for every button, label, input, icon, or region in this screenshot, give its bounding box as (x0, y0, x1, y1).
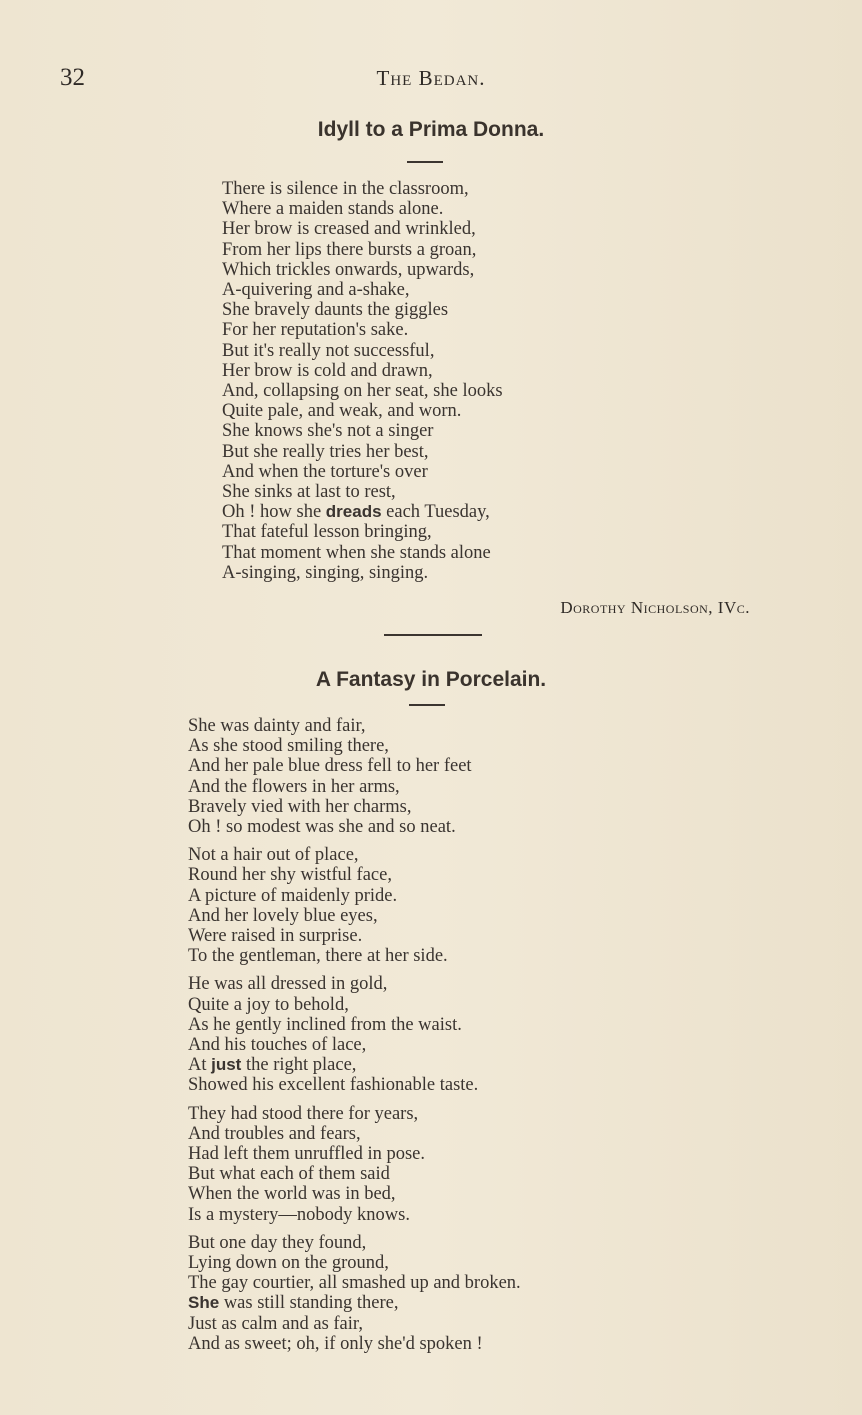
poem-line: To the gentleman, there at her side. (188, 946, 448, 967)
emphasized-word: dreads (325, 502, 382, 522)
poem-line: And his touches of lace, (188, 1035, 367, 1056)
poem-line: She knows she's not a singer (222, 421, 434, 442)
poem-line: But she really tries her best, (222, 441, 429, 462)
poem-line: Bravely vied with her charms, (188, 796, 412, 817)
poem-line: A-singing, singing, singing. (222, 562, 429, 583)
poem-line: Where a maiden stands alone. (222, 199, 444, 220)
title-divider (409, 704, 445, 706)
poem-line: And as sweet; oh, if only she'd spoken ! (188, 1333, 483, 1354)
poem-line: As she stood smiling there, (188, 736, 389, 757)
stanza (188, 974, 521, 1095)
stanza (188, 1233, 521, 1354)
poem-line: She was dainty and fair, (188, 716, 366, 736)
poem-line: At just the right place, (188, 1055, 357, 1076)
poem-line: And troubles and fears, (188, 1123, 361, 1144)
poem-line: A-quivering and a-shake, (222, 280, 410, 301)
poem2-body (188, 716, 521, 1354)
poem-line: Round her shy wistful face, (188, 865, 392, 886)
poem-line: Her brow is creased and wrinkled, (222, 219, 476, 240)
poem-line: And her lovely blue eyes, (188, 905, 378, 926)
page-number: 32 (60, 64, 85, 91)
poem1-attribution: Dorothy Nicholson, IVc. (560, 598, 750, 617)
poem-line: The gay courtier, all smashed up and broken. (188, 1273, 521, 1294)
poem-line: As he gently inclined from the waist. (188, 1014, 462, 1035)
title-divider (407, 161, 443, 163)
poem-line: Is a mystery—nobody knows. (188, 1204, 410, 1225)
poem-line: She was still standing there, (188, 1293, 399, 1314)
poem-line: That fateful lesson bringing, (222, 522, 432, 543)
poem-line: When the world was in bed, (188, 1184, 396, 1205)
running-head: The Bedan. (376, 66, 486, 90)
poem-line: Quite a joy to behold, (188, 994, 349, 1015)
poem-line: But one day they found, (188, 1232, 367, 1253)
poem-line: Not a hair out of place, (188, 845, 359, 866)
poem-line: Her brow is cold and drawn, (222, 360, 433, 381)
poem-line: Oh ! so modest was she and so neat. (188, 817, 456, 838)
poem-line: A picture of maidenly pride. (188, 885, 398, 906)
poem-line: Were raised in surprise. (188, 926, 363, 947)
emphasized-word: She (188, 1293, 220, 1313)
poem1-body (222, 179, 503, 583)
poem-line: Just as calm and as fair, (188, 1313, 363, 1334)
section-divider (384, 634, 482, 636)
poem-line: And her pale blue dress fell to her feet (188, 756, 472, 777)
poem-line: She sinks at last to rest, (222, 482, 396, 503)
stanza (188, 1104, 521, 1225)
poem-line: Which trickles onwards, upwards, (222, 259, 475, 280)
poem-line: But it's really not successful, (222, 340, 435, 361)
stanza (188, 845, 521, 966)
poem-line: Showed his excellent fashionable taste. (188, 1075, 479, 1096)
poem1-title: Idyll to a Prima Donna. (317, 118, 545, 141)
poem-line: He was all dressed in gold, (188, 974, 388, 995)
poem-line: From her lips there bursts a groan, (222, 239, 477, 260)
poem-line: And when the torture's over (222, 461, 428, 482)
poem-line: Oh ! how she dreads each Tuesday, (222, 502, 490, 523)
poem-line: Lying down on the ground, (188, 1253, 389, 1274)
poem-line: Had left them unruffled in pose. (188, 1144, 426, 1165)
poem-line: And the flowers in her arms, (188, 776, 400, 797)
poem-line: But what each of them said (188, 1164, 390, 1185)
emphasized-word: just (211, 1055, 242, 1075)
poem-line: For her reputation's sake. (222, 320, 409, 341)
poem-line: And, collapsing on her seat, she looks (222, 381, 503, 402)
poem2-title: A Fantasy in Porcelain. (315, 668, 547, 691)
poem-line: She bravely daunts the giggles (222, 300, 449, 321)
stanza (188, 716, 521, 837)
poem-line: They had stood there for years, (188, 1103, 419, 1124)
poem-line: There is silence in the classroom, (222, 179, 469, 199)
poem-line: That moment when she stands alone (222, 542, 491, 563)
poem-line: Quite pale, and weak, and worn. (222, 401, 462, 422)
